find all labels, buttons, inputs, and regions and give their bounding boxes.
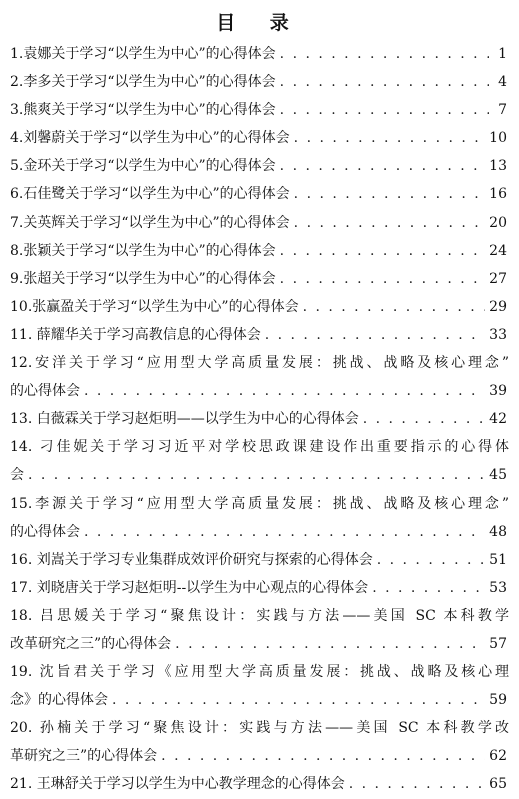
toc-entry-line bbox=[10, 714, 509, 742]
toc-entry-line bbox=[10, 546, 509, 574]
toc-page-number: 10 bbox=[489, 130, 507, 147]
dot-leader bbox=[377, 546, 485, 574]
toc-entry-title: 1.袁娜关于学习“以学生为中心”的心得体会 bbox=[10, 46, 276, 62]
toc-entry-line bbox=[10, 349, 509, 377]
toc-entry[interactable] bbox=[10, 180, 509, 208]
toc-entry-line bbox=[10, 180, 509, 208]
dot-leader bbox=[294, 180, 486, 208]
toc-entry-title: 会 bbox=[10, 467, 24, 484]
dot-leader bbox=[84, 377, 485, 405]
toc-page-number: 24 bbox=[489, 242, 507, 259]
toc-entry[interactable] bbox=[10, 602, 509, 658]
toc-entry-title: 15.李源关于学习“应用型大学高质量发展：挑战、战略及核心理念” bbox=[10, 495, 509, 512]
toc-entry[interactable] bbox=[10, 405, 509, 433]
dot-leader bbox=[280, 68, 489, 96]
toc-entry-title: 13. 白薇霖关于学习赵炬明——以学生为中心的心得体会 bbox=[10, 411, 359, 428]
toc-entry-title: 7.关英辉关于学习“以学生为中心”的心得体会 bbox=[10, 214, 290, 231]
toc-entry-title: 3.熊爽关于学习“以学生为中心”的心得体会 bbox=[10, 102, 276, 119]
toc-page-number: 65 bbox=[489, 776, 507, 793]
toc-entry-line bbox=[10, 461, 509, 489]
toc-entry-line bbox=[10, 152, 509, 180]
toc-entry[interactable] bbox=[10, 433, 509, 489]
toc-entry-line bbox=[10, 770, 509, 798]
dot-leader bbox=[363, 405, 485, 433]
toc-entry[interactable] bbox=[10, 152, 509, 180]
toc-entry-title: 5.金环关于学习“以学生为中心”的心得体会 bbox=[10, 158, 276, 175]
toc-page-number: 39 bbox=[489, 383, 507, 400]
toc-entry-title: 4.刘馨蔚关于学习“以学生为中心”的心得体会 bbox=[10, 130, 290, 147]
toc-entry-title: 11. 薛耀华关于学习高教信息的心得体会 bbox=[10, 326, 261, 343]
toc-entry-title: 的心得体会 bbox=[10, 383, 80, 400]
toc-page-number: 16 bbox=[489, 186, 507, 203]
dot-leader bbox=[28, 461, 485, 489]
toc-entry-line bbox=[10, 742, 509, 770]
toc-entry[interactable] bbox=[10, 96, 509, 124]
toc-entry[interactable] bbox=[10, 68, 509, 96]
toc-entry[interactable] bbox=[10, 490, 509, 546]
toc-entry-line bbox=[10, 321, 509, 349]
toc-entry-title: 念》的心得体会 bbox=[10, 692, 108, 709]
toc-page-number: 1 bbox=[498, 46, 507, 62]
toc-entry-line bbox=[10, 405, 509, 433]
dot-leader bbox=[280, 265, 486, 293]
toc-entry-line bbox=[10, 490, 509, 518]
dot-leader bbox=[161, 742, 485, 770]
dot-leader bbox=[112, 686, 485, 714]
toc-entry-title: 17. 刘晓唐关于学习赵炬明--以学生为中心观点的心得体会 bbox=[10, 579, 369, 596]
toc-entry-line bbox=[10, 377, 509, 405]
dot-leader bbox=[175, 630, 485, 658]
toc-entry-title: 10.张赢盈关于学习“以学生为中心”的心得体会 bbox=[10, 298, 299, 315]
dot-leader bbox=[303, 293, 486, 321]
toc-entry-line bbox=[10, 658, 509, 686]
toc-page-number: 57 bbox=[489, 635, 507, 652]
toc-page-number: 29 bbox=[489, 298, 507, 315]
toc-entry[interactable] bbox=[10, 770, 509, 798]
toc-entry-line bbox=[10, 574, 509, 602]
toc-entry-line bbox=[10, 124, 509, 152]
toc-page-number: 42 bbox=[489, 411, 507, 428]
toc-entry[interactable] bbox=[10, 293, 509, 321]
dot-leader bbox=[349, 770, 485, 798]
toc-entry-title: 6.石佳鹭关于学习“以学生为中心”的心得体会 bbox=[10, 186, 290, 203]
table-of-contents bbox=[10, 40, 509, 799]
toc-page-number: 4 bbox=[498, 74, 507, 91]
toc-entry[interactable] bbox=[10, 546, 509, 574]
toc-entry-title: 革研究之三”的心得体会 bbox=[10, 748, 158, 765]
toc-entry-title: 12.安洋关于学习“应用型大学高质量发展：挑战、战略及核心理念” bbox=[10, 355, 509, 372]
toc-entry-line bbox=[10, 630, 509, 658]
dot-leader bbox=[372, 574, 485, 602]
toc-page-number: 27 bbox=[489, 270, 507, 287]
toc-entry[interactable] bbox=[10, 124, 509, 152]
toc-entry[interactable] bbox=[10, 321, 509, 349]
toc-page-number: 13 bbox=[489, 158, 507, 175]
toc-entry-title: 2.李多关于学习“以学生为中心”的心得体会 bbox=[10, 74, 276, 91]
toc-entry-line bbox=[10, 237, 509, 265]
toc-entry[interactable] bbox=[10, 209, 509, 237]
toc-page-number: 62 bbox=[489, 748, 507, 765]
toc-entry-line bbox=[10, 293, 509, 321]
toc-page-number: 51 bbox=[489, 551, 507, 568]
dot-leader bbox=[280, 152, 486, 180]
toc-entry-line bbox=[10, 433, 509, 461]
dot-leader bbox=[294, 124, 486, 152]
toc-entry-line bbox=[10, 602, 509, 630]
toc-entry-line bbox=[10, 265, 509, 293]
toc-page-number: 45 bbox=[489, 467, 507, 484]
toc-entry[interactable] bbox=[10, 574, 509, 602]
toc-entry[interactable] bbox=[10, 265, 509, 293]
toc-entry-title: 8.张颖关于学习“以学生为中心”的心得体会 bbox=[10, 242, 276, 259]
toc-entry-title: 改革研究之三”的心得体会 bbox=[10, 635, 172, 652]
toc-page-number: 59 bbox=[489, 692, 507, 709]
toc-page-number: 48 bbox=[489, 523, 507, 540]
toc-entry[interactable] bbox=[10, 237, 509, 265]
dot-leader bbox=[280, 96, 489, 124]
dot-leader bbox=[265, 321, 485, 349]
toc-entry-title: 14. 刁佳妮关于学习习近平对学校思政课建设作出重要指示的心得体 bbox=[10, 439, 509, 456]
toc-entry-title: 16. 刘嵩关于学习专业集群成效评价研究与探索的心得体会 bbox=[10, 551, 373, 568]
toc-page-number: 53 bbox=[489, 579, 507, 596]
toc-entry-title: 9.张超关于学习“以学生为中心”的心得体会 bbox=[10, 270, 276, 287]
page-title: 目 录 bbox=[216, 12, 303, 34]
toc-entry[interactable] bbox=[10, 349, 509, 405]
dot-leader bbox=[294, 209, 486, 237]
toc-entry-title: 19. 沈旨君关于学习《应用型大学高质量发展：挑战、战略及核心理 bbox=[10, 664, 509, 681]
toc-entry-line bbox=[10, 209, 509, 237]
dot-leader bbox=[280, 237, 486, 265]
toc-entry-line bbox=[10, 518, 509, 546]
toc-entry-line bbox=[10, 96, 509, 124]
toc-entry-line bbox=[10, 40, 509, 68]
toc-entry-title: 21. 王琳舒关于学习以学生为中心教学理念的心得体会 bbox=[10, 776, 345, 793]
toc-entry-title: 20. 孙楠关于学习“聚焦设计：实践与方法——美国 SC 本科教学改 bbox=[10, 720, 509, 737]
dot-leader bbox=[84, 518, 485, 546]
toc-page-number: 20 bbox=[489, 214, 507, 231]
toc-page-number: 7 bbox=[498, 102, 507, 119]
toc-entry-line bbox=[10, 686, 509, 714]
dot-leader bbox=[280, 40, 489, 68]
toc-entry[interactable] bbox=[10, 658, 509, 714]
toc-entry-title: 的心得体会 bbox=[10, 523, 80, 540]
toc-entry[interactable] bbox=[10, 40, 509, 68]
toc-entry-line bbox=[10, 68, 509, 96]
toc-entry[interactable] bbox=[10, 714, 509, 770]
toc-entry-title: 18. 吕思媛关于学习“聚焦设计：实践与方法——美国 SC 本科教学 bbox=[10, 607, 509, 624]
toc-page-number: 33 bbox=[489, 326, 507, 343]
